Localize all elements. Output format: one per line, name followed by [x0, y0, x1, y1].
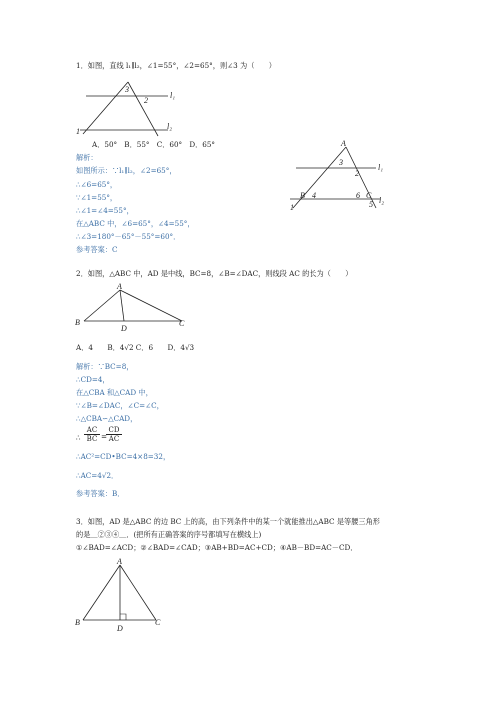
q1-solution-3: ∵∠1=55°， [76, 193, 118, 202]
q3-question-line2: 的是＿②③④＿．(把所有正确答案的序号都填写在横线上) [76, 530, 262, 539]
q1-solution-0: 解析： [76, 153, 98, 162]
q2-answer: 参考答案：B． [76, 489, 125, 498]
q1-right-label-5: 5 [369, 200, 373, 209]
q1-right-label-6: 6 [356, 191, 360, 200]
q2-frac2-bot: AC [108, 435, 120, 443]
q2-label-D: D [121, 324, 127, 333]
q1-right-label-l1: l₁ [378, 163, 384, 172]
q2-label-B: B [75, 318, 80, 327]
q1-right-label-A: A [341, 139, 346, 148]
q2-solution-3: ∵∠B=∠DAC，∠C=∠C， [76, 401, 164, 410]
q2-solution-2: 在△CBA 和△CAD 中， [76, 388, 153, 397]
q1-options: A．50° B．55° C．60° D．65° [92, 140, 216, 149]
q2-after-frac: ∴AC²=CD•BC=4×8=32， [76, 452, 171, 461]
q1-small-label-l2: l₂ [167, 122, 173, 131]
q1-small-label-l1: l₁ [170, 91, 176, 100]
q3-label-C: C [155, 618, 161, 627]
q2-options: A．4 B．4√2 C．6 D．4√3 [76, 343, 195, 352]
q1-answer: 参考答案：C [76, 245, 118, 254]
q2-ac-result: ∴AC=4√2． [76, 471, 119, 480]
q3-label-A: A [117, 557, 122, 566]
q2-frac1-top: AC [84, 426, 100, 435]
q3-label-D: D [117, 624, 123, 633]
q2-frac-eq: = [101, 432, 108, 441]
q2-label-C: C [179, 319, 185, 328]
q2-solution-4: ∴△CBA∽△CAD， [76, 414, 138, 423]
q2-frac1-bot: BC [86, 435, 98, 443]
q1-right-label-B: B [300, 191, 305, 200]
q2-frac-prefix: ∴ [76, 433, 81, 442]
q1-small-label-3: 3 [125, 85, 129, 94]
q1-right-label-l2: l₂ [379, 196, 385, 205]
q1-solution-5: 在△ABC 中，∠6=65°，∠4=55°， [76, 219, 195, 228]
q1-right-label-2: 2 [355, 169, 359, 178]
q3-conditions: ①∠BAD=∠ACD；②∠BAD=∠CAD；③AB+BD=AC+CD；④AB－BD=AC－CD． [76, 543, 358, 552]
q2-solution-0: 解析：∵BC=8， [76, 362, 134, 371]
q1-right-label-4: 4 [312, 191, 316, 200]
q1-small-label-2: 2 [144, 96, 148, 105]
q1-solution-2: ∴∠6=65°， [76, 180, 118, 189]
q1-solution-1: 如图所示：∵l₁∥l₂，∠2=65°， [76, 166, 177, 175]
q1-right-label-C: C [366, 191, 372, 200]
q2-question: 2．如图，△ABC 中，AD 是中线，BC=8，∠B=∠DAC，则线段 AC 的长为（ ） [76, 269, 353, 278]
q2-label-A: A [117, 282, 122, 291]
q3-question-line1: 3．如图，AD 是△ABC 的边 BC 上的高，由下列条件中的某一个就能推出△ABC 是等腰三角形 [76, 517, 380, 526]
q2-frac2-top: CD [106, 426, 122, 435]
q1-solution-6: ∴∠3=180°－65°－55°=60°． [76, 232, 181, 241]
q1-small-label-1: 1 [76, 127, 80, 136]
q2-solution-1: ∴CD=4， [76, 375, 110, 384]
q3-label-B: B [75, 618, 80, 627]
q1-right-label-3: 3 [339, 158, 343, 167]
q1-right-label-1: 1 [290, 203, 294, 212]
q1-solution-4: ∴∠1=∠4=55°， [76, 206, 134, 215]
q1-question: 1．如图，直线 l₁∥l₂，∠1=55°，∠2=65°，则∠3 为（ ） [76, 61, 276, 70]
